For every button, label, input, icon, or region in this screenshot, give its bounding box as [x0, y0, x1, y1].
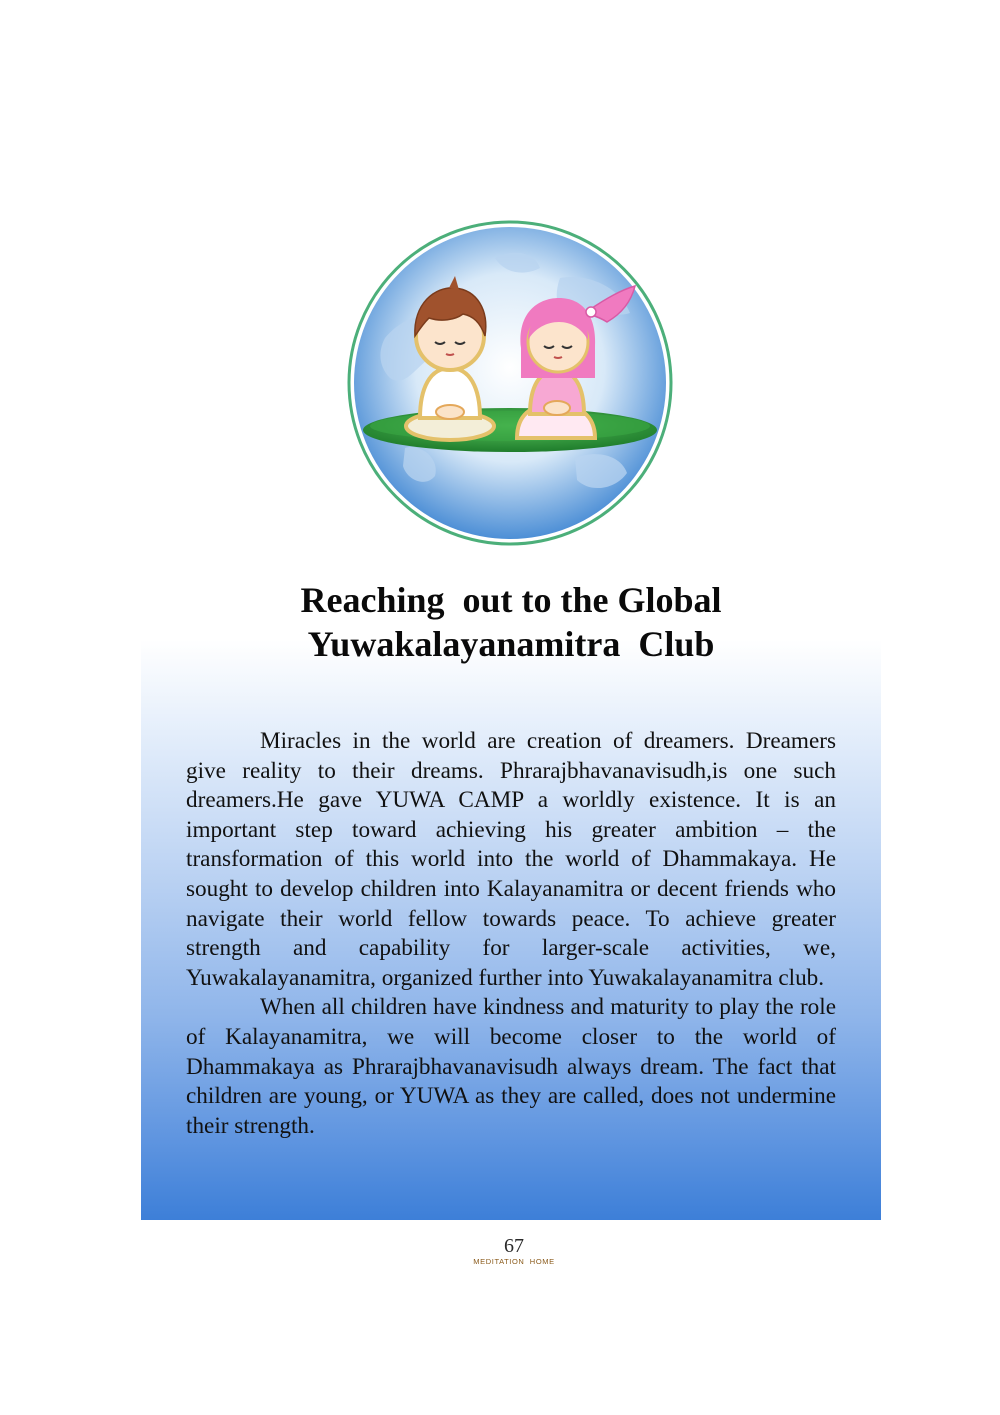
- article-body: [186, 727, 836, 1141]
- paragraph: Miracles in the world are creation of dreamers. Dreamers give reality to their dreams. Phrarajbhavanavisudh,is one such dreamers.He gave YUWA CAMP a worldly existence. It is an important step toward achieving his greater ambition – the transformation of this world into the world of Dhammakaya. He sought to develop children into Kalayanamitra or decent friends who navigate their world fellow towards peace. To achieve greater strength and capability for larger-scale activities, we, Yuwakalayanamitra, organized further into Yuwakalayanamitra club.: [186, 728, 836, 991]
- meditating-children-globe-icon: [345, 218, 675, 548]
- page-number: 67: [504, 1235, 524, 1257]
- paragraph: When all children have kindness and maturity to play the role of Kalayanamitra, we will become closer to the world of Dhammakaya as Phrarajbhavanavisudh always dream. The fact that children are young, or YUWA as they are called, does not undermine their strength.: [186, 994, 836, 1139]
- page-footer: [0, 1236, 1000, 1266]
- brand-logo-text: MEDITATION HOME: [473, 1257, 555, 1266]
- page-title: Reaching out to the Global Yuwakalayanamitra Club: [300, 580, 722, 664]
